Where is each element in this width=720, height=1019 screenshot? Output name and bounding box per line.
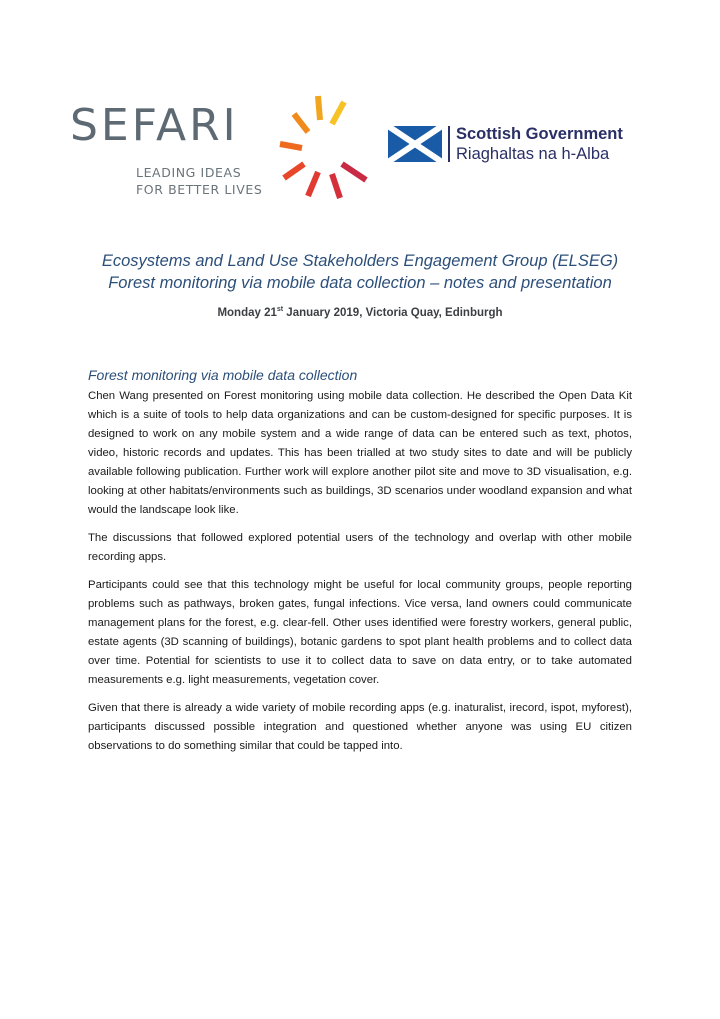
paragraph-1: Chen Wang presented on Forest monitoring using mobile data collection. He described the Open Data Kit which is a suite of tools to help data organizations and can be custom-designed for specific purposes. It is designed to work on any mobile system and a wide range of data can be entered such as text, photos, video, historic records and updates. This has been trialled at two study sites to date and will be publicly available following publication. Further work will explore another pilot site and move to 3D visualisation, e.g. looking at other habitats/environments such as buildings, 3D scenarios under woodland expansion and what would the landscape look like.	[88, 390, 632, 516]
sefari-logo	[70, 92, 370, 202]
sefari-tagline-line1: LEADING IDEAS	[136, 165, 242, 180]
paragraph-4: Given that there is already a wide variety of mobile recording apps (e.g. inaturalist, irecord, ispot, myforest), participants discussed possible integration and questioned whether anyone was using EU citizen observations to do something similar that could be tapped into.	[88, 702, 632, 752]
paragraph-3: Participants could see that this technology might be useful for local community groups, people reporting problems such as pathways, broken gates, fungal infections. Vice versa, land owners could communicate management plans for the forest, e.g. clear-fell. Other uses identified were forestry workers, general public, estate agents (3D scanning of buildings), botanic gardens to spot plant health problems and to collect data over time. Potential for scientists to use it to collect data to save on data entry, or to take automated measurements e.g. light measurements, vegetation cover.	[88, 579, 632, 686]
document-title-line1: Ecosystems and Land Use Stakeholders Engagement Group (ELSEG)	[101, 252, 619, 270]
gov-name-gaelic: Riaghaltas na h-Alba	[456, 145, 610, 163]
gov-name	[456, 124, 623, 164]
paragraph-2: The discussions that followed explored potential users of the technology and overlap with other mobile recording apps.	[88, 532, 632, 563]
body-text	[88, 387, 632, 765]
section-heading: Forest monitoring via mobile data collection	[88, 367, 358, 383]
meeting-details	[0, 306, 720, 319]
logo-divider	[448, 126, 450, 162]
sefari-tagline	[136, 164, 262, 198]
meeting-date-prefix: Monday 21	[217, 306, 277, 319]
document-title-line2: Forest monitoring via mobile data collection – notes and presentation	[108, 274, 612, 292]
saltire-flag-icon	[388, 126, 442, 162]
sefari-tagline-line2: FOR BETTER LIVES	[136, 182, 263, 197]
sefari-wordmark: SEFARI	[70, 100, 239, 151]
sefari-sunburst-icon	[278, 92, 370, 202]
gov-name-english: Scottish Government	[456, 125, 623, 143]
scottish-government-logo	[388, 124, 652, 164]
meeting-date-rest: January 2019, Victoria Quay, Edinburgh	[283, 306, 503, 319]
meeting-date-suffix: st	[276, 306, 284, 313]
